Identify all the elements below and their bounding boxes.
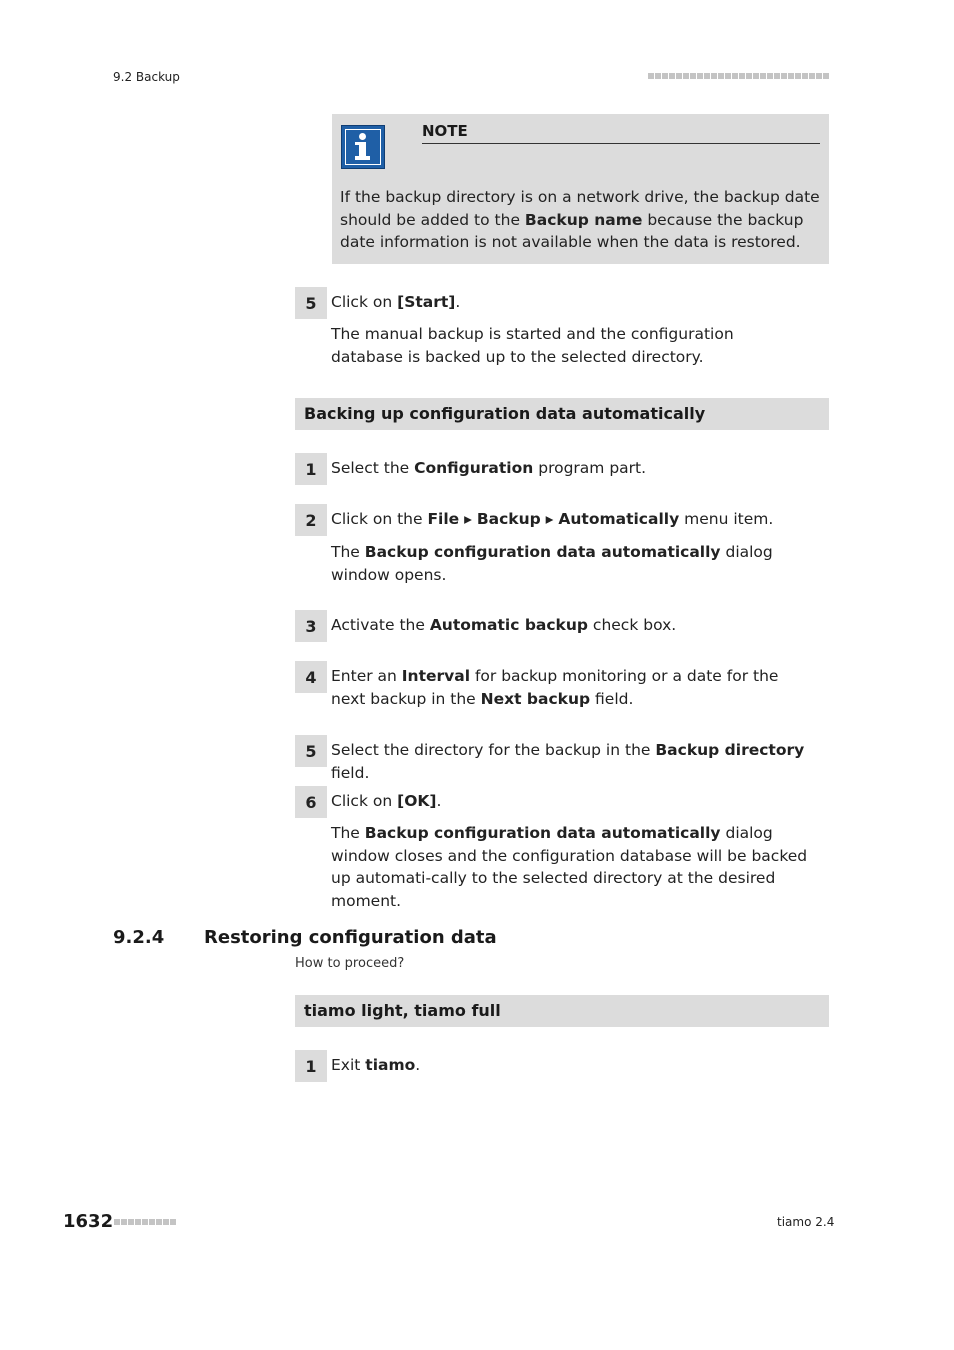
step-text: Click on [Start].: [331, 293, 461, 311]
step-description: The Backup configuration data automatically dialog window closes and the configuration database will be backed up automati-cally to the selected directory at the desired moment.: [331, 824, 808, 910]
step-number: 1: [295, 453, 327, 485]
step-text: Click on [OK].: [331, 792, 442, 810]
step-text: Select the Configuration program part.: [331, 459, 647, 477]
product-version: tiamo 2.4: [777, 1215, 835, 1229]
section-subtitle: How to proceed?: [295, 956, 405, 971]
procedure-bar-restore: tiamo light, tiamo full: [295, 995, 829, 1027]
step-number: 1: [295, 1050, 327, 1082]
procedure-bar-auto: Backing up configuration data automatically: [295, 398, 829, 430]
note-text: If the backup directory is on a network drive, the backup date should be added to the Backup name because the backup date information is not available when the data is restored.: [340, 188, 820, 251]
step-number: 5: [295, 735, 327, 767]
step-number: 4: [295, 661, 327, 693]
step-description: The Backup configuration data automatically dialog window opens.: [331, 543, 773, 584]
info-icon: [341, 125, 385, 169]
step-number: 5: [295, 287, 327, 319]
section-number: 9.2.4: [113, 927, 165, 948]
step-text: Exit tiamo.: [331, 1056, 421, 1074]
step-text: Activate the Automatic backup check box.: [331, 616, 677, 634]
step-number: 2: [295, 504, 327, 536]
step-description: The manual backup is started and the configuration database is backed up to the selected directory.: [331, 325, 734, 366]
page-number: 1632: [63, 1211, 114, 1232]
step-text: Click on the File ▸ Backup ▸ Automatically menu item.: [331, 510, 774, 528]
step-number: 6: [295, 786, 327, 818]
step-text: Select the directory for the backup in the Backup directory field.: [331, 741, 805, 782]
header-dots-decoration: [648, 73, 829, 79]
note-box: [332, 114, 829, 264]
footer-dots-decoration: [114, 1219, 176, 1225]
step-number: 3: [295, 610, 327, 642]
section-title: Restoring configuration data: [204, 927, 497, 948]
running-header: 9.2 Backup: [113, 70, 180, 84]
step-text: Enter an Interval for backup monitoring or a date for the next backup in the Next backup field.: [331, 667, 779, 708]
note-title: NOTE: [422, 122, 820, 144]
